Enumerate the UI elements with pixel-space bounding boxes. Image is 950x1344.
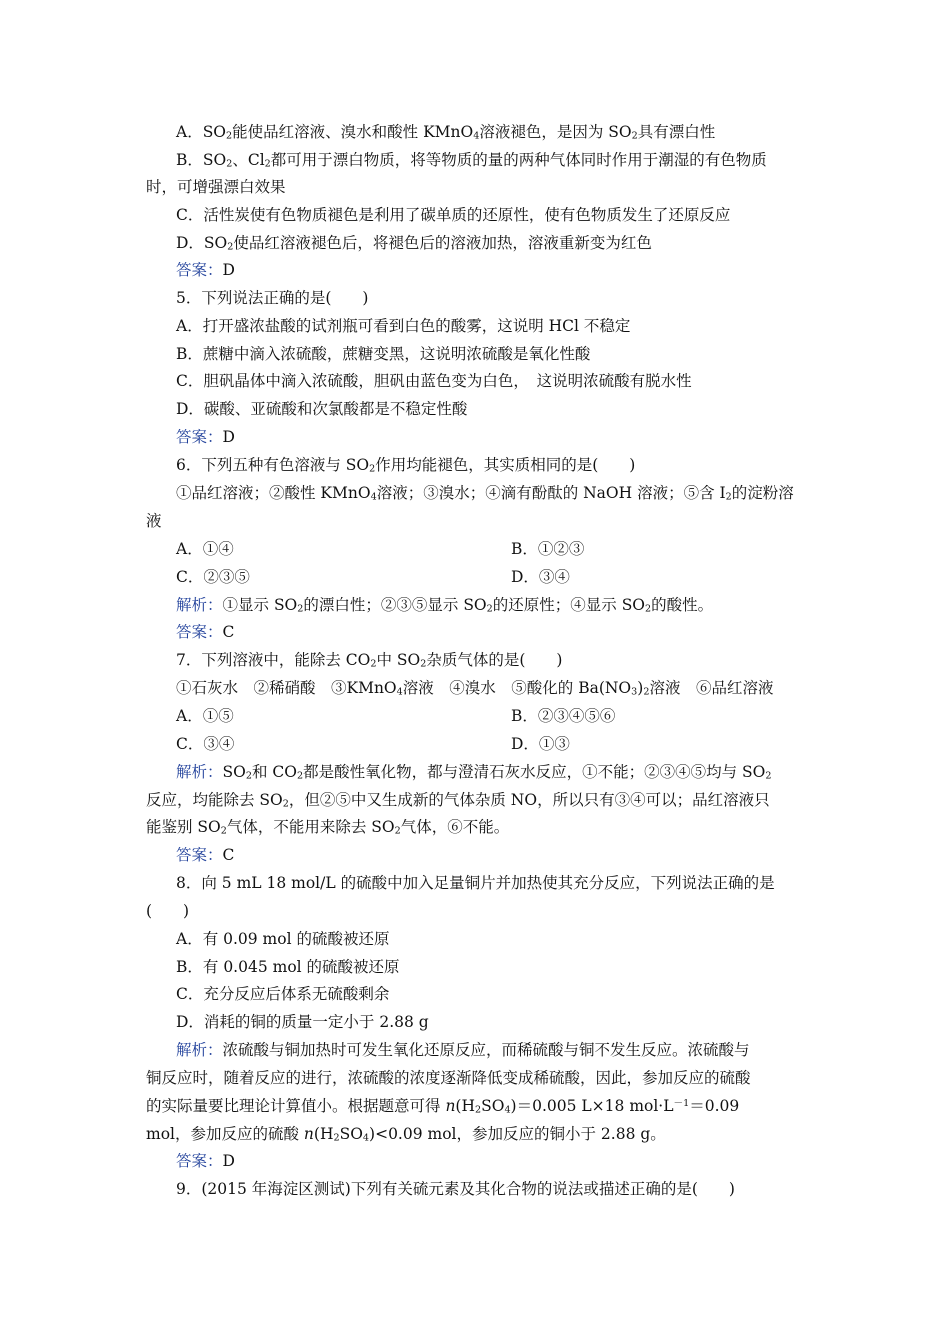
- answer-label: 答案：: [176, 623, 223, 641]
- q7-explanation-line-1: 解析：$SO_2$和 $CO_2$都是酸性氧化物，都与澄清石灰水反应，①不能；②③④⑤均与 $SO_2$: [176, 763, 772, 782]
- q6-explanation: 解析：①显示 $SO_2$的漂白性；②③⑤显示 $SO_2$的还原性；④显示 $SO_2$的酸性。: [176, 596, 714, 615]
- q4-answer: 答案：D: [176, 261, 235, 279]
- answer-label: 答案：: [176, 846, 223, 864]
- q5-option-d: D．碳酸、亚硫酸和次氯酸都是不稳定性酸: [176, 400, 468, 418]
- q6-option-b: B．①②③: [511, 540, 585, 558]
- q6-option-d: D．③④: [511, 568, 570, 586]
- q6-option-c: C．②③⑤: [176, 568, 250, 586]
- q6-options-cd: [0, 563, 950, 591]
- q6-solution-list: ①品红溶液；②酸性 KMnO$_4$溶液；③溴水；④滴有酚酞的 NaOH 溶液；⑤含 $I_2$的淀粉溶: [176, 484, 794, 503]
- q5-answer: 答案：D: [176, 428, 235, 446]
- q4-option-c: C．活性炭使有色物质褪色是利用了碳单质的还原性，使有色物质发生了还原反应: [176, 206, 731, 224]
- q6-options-ab: [0, 535, 950, 563]
- q5-option-c: C．胆矾晶体中滴入浓硫酸，胆矾由蓝色变为白色， 这说明浓硫酸有脱水性: [176, 372, 692, 390]
- q6-solution-list-continued: 液: [146, 512, 162, 530]
- q8-option-b: B．有 0.045 mol 的硫酸被还原: [176, 958, 400, 976]
- q8-option-d: D．消耗的铜的质量一定小于 2.88 g: [176, 1013, 429, 1031]
- q5-stem: 5．下列说法正确的是( ): [176, 289, 369, 307]
- q8-stem: 8．向 5 mL 18 mol/L 的硫酸中加入足量铜片并加热使其充分反应，下列说法正确的是: [176, 874, 775, 892]
- q8-option-a: A．有 0.09 mol 的硫酸被还原: [176, 930, 390, 948]
- explanation-label: 解析：: [176, 763, 223, 781]
- q9-stem: 9．(2015 年海淀区测试)下列有关硫元素及其化合物的说法或描述正确的是( ): [176, 1180, 735, 1198]
- explanation-label: 解析：: [176, 1041, 223, 1059]
- q7-explanation-line-3: 能鉴别 $SO_2$气体，不能用来除去 $SO_2$气体，⑥不能。: [146, 818, 510, 837]
- answer-label: 答案：: [176, 261, 223, 279]
- q8-answer: 答案：D: [176, 1152, 235, 1170]
- q7-option-a: A．①⑤: [176, 707, 234, 725]
- q5-option-a: A．打开盛浓盐酸的试剂瓶可看到白色的酸雾，这说明 HCl 不稳定: [176, 317, 631, 335]
- q4-option-d: D．$SO_2$使品红溶液褪色后，将褪色后的溶液加热，溶液重新变为红色: [176, 234, 652, 253]
- q7-explanation-line-2: 反应，均能除去 $SO_2$，但②⑤中又生成新的气体杂质 NO，所以只有③④可以；品红溶液只: [146, 791, 770, 810]
- q6-stem: 6．下列五种有色溶液与 $SO_2$作用均能褪色，其实质相同的是( ): [176, 456, 636, 475]
- q7-solution-list: ①石灰水 ②稀硝酸 ③KMnO$_4$溶液 ④溴水 ⑤酸化的 $Ba(NO_3)_2$溶液 ⑥品红溶液: [176, 679, 774, 698]
- q8-stem-continued: ( ): [146, 902, 190, 920]
- explanation-label: 解析：: [176, 596, 223, 614]
- q8-option-c: C．充分反应后体系无硫酸剩余: [176, 985, 390, 1003]
- q6-answer: 答案：C: [176, 623, 235, 641]
- q7-option-c: C．③④: [176, 735, 235, 753]
- q7-answer: 答案：C: [176, 846, 235, 864]
- q7-options-ab: [0, 702, 950, 730]
- q8-explanation-line-4: mol，参加反应的硫酸 $n(H_2SO_4)<0.09$ mol，参加反应的铜小于 2.88 g。: [146, 1125, 666, 1144]
- q4-option-b-continued: 时，可增强漂白效果: [146, 178, 286, 196]
- q4-option-a: A．$SO_2$能使品红溶液、溴水和酸性 KMnO$_4$溶液褪色，是因为 $SO_2$具有漂白性: [176, 123, 716, 142]
- q8-explanation-line-2: 铜反应时，随着反应的进行，浓硫酸的浓度逐渐降低变成稀硫酸，因此，参加反应的硫酸: [146, 1069, 751, 1087]
- q5-option-b: B．蔗糖中滴入浓硫酸，蔗糖变黑，这说明浓硫酸是氧化性酸: [176, 345, 591, 363]
- q8-explanation-line-3: 的实际量要比理论计算值小。根据题意可得 $n(H_2SO_4)=0.005$ L×18 $mol\cdot L^{-1}=0.09$: [146, 1097, 740, 1116]
- q6-option-a: A．①④: [176, 540, 234, 558]
- q7-option-d: D．①③: [511, 735, 570, 753]
- q4-option-b: B．$SO_2$、$Cl_2$都可用于漂白物质，将等物质的量的两种气体同时作用于潮湿的有色物质: [176, 151, 767, 170]
- q7-stem: 7．下列溶液中，能除去 $CO_2$中 $SO_2$杂质气体的是( ): [176, 651, 563, 670]
- q7-options-cd: [0, 730, 950, 758]
- q7-option-b: B．②③④⑤⑥: [511, 707, 616, 725]
- answer-label: 答案：: [176, 428, 223, 446]
- answer-label: 答案：: [176, 1152, 223, 1170]
- q8-explanation-line-1: 解析：浓硫酸与铜加热时可发生氧化还原反应，而稀硫酸与铜不发生反应。浓硫酸与: [176, 1041, 750, 1059]
